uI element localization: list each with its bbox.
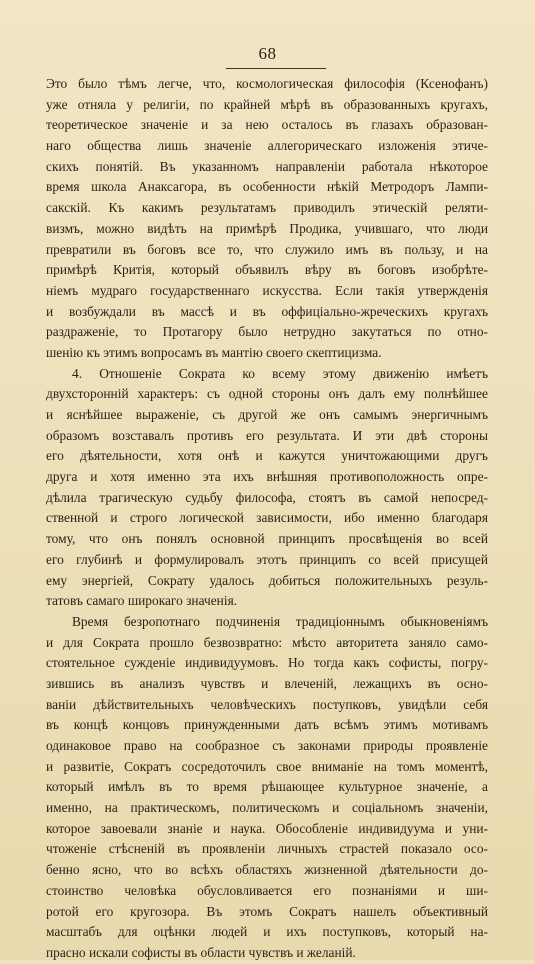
text-line: татовъ самаго широкаго значенія. bbox=[46, 593, 238, 609]
text-line: зившись въ анализъ чувствъ и влеченій, лежащихъ въ осно- bbox=[46, 675, 488, 691]
text-line: 4. Отношеніе Сократа ко всему этому движенію имѣетъ bbox=[72, 365, 488, 381]
text-line: ему энергіей, Сократу удалось добиться положительныхъ резуль- bbox=[46, 572, 488, 588]
text-line: именно, на практическомъ, политическомъ и соціальномъ значеніи, bbox=[46, 800, 488, 816]
paragraph bbox=[46, 612, 488, 964]
text-line: скихъ понятій. Въ указанномъ направленіи работала нѣкоторое bbox=[46, 158, 488, 174]
text-line: уже отняла у религіи, по крайней мѣрѣ въ образованныхъ кругахъ, bbox=[46, 96, 488, 112]
text-line: и яснѣйшее выраженіе, съ другой же онъ самымъ энергичнымъ bbox=[46, 407, 488, 422]
text-line: тому, что онъ понялъ основной принципъ просвѣщенія во всей bbox=[46, 531, 488, 547]
text-line: сакскій. Къ какимъ результатамъ приводилъ этическій реляти- bbox=[46, 200, 488, 216]
text-line: стоинство человѣка обусловливается его познаніями и ши- bbox=[46, 882, 488, 898]
text-line: прасно искали софисты въ области чувствъ и желаній. bbox=[46, 944, 356, 960]
text-line: превратили въ боговъ все то, что служило имъ въ пользу, и на bbox=[46, 241, 488, 257]
text-line: ніемъ мудраго государственнаго искусства. Если такія утвержденія bbox=[46, 282, 488, 298]
text-line: и для Сократа прошло безвозвратно: мѣсто авторитета заняло само- bbox=[46, 634, 488, 650]
text-line: ротой его кругозора. Въ этомъ Сократъ нашелъ объективный bbox=[46, 903, 488, 919]
text-line: стоятельное сужденіе индивидуумовъ. Но тогда какъ софисты, погру- bbox=[46, 655, 488, 671]
text-line: чтоженіе стѣсненій въ проявленіи личныхъ страстей показало осо- bbox=[46, 841, 488, 857]
text-line: шенію къ этимъ вопросамъ въ мантію своего скептицизма. bbox=[46, 344, 382, 360]
text-line: его дѣятельности, хотя онѣ и кажутся уничтожающими другъ bbox=[46, 448, 488, 464]
text-line: дѣлила трагическую судьбу философа, стоятъ въ самой непосред- bbox=[46, 489, 488, 505]
header-rule bbox=[226, 68, 326, 69]
text-line: раздраженіе, то Протагору было нетрудно закутаться по отно- bbox=[46, 324, 488, 340]
text-line: и возбуждали въ массѣ и въ оффиціально-жреческихъ кругахъ bbox=[46, 303, 488, 319]
page-number: 68 bbox=[258, 44, 277, 63]
body-text bbox=[46, 74, 488, 964]
text-line: бенно ясно, что во всѣхъ областяхъ жизненной дѣятельности до- bbox=[46, 862, 488, 878]
text-line: Это было тѣмъ легче, что, космологическая философія (Ксенофанъ) bbox=[46, 76, 488, 91]
text-line: которое завоевали знаніе и наука. Обособленіе индивидуума и уни- bbox=[46, 820, 488, 836]
text-line: и развитіе, Сократъ сосредоточилъ свое вниманіе на томъ моментѣ, bbox=[46, 758, 488, 774]
text-line: наго общества лишь значеніе аллегорическаго изложенія этиче- bbox=[46, 138, 488, 154]
text-line: друга и хотя именно эта ихъ внѣшняя противоположность опре- bbox=[46, 469, 488, 485]
text-line: одинаковое право на сообразное съ законами природы проявленіе bbox=[46, 738, 488, 753]
text-line: двухсторонній характеръ: съ одной стороны онъ далъ ему полнѣйшее bbox=[46, 386, 488, 402]
text-line: который имѣлъ въ то время рѣшающее культурное значеніе, а bbox=[46, 779, 488, 795]
text-line: ваніи дѣйствительныхъ человѣческихъ поступковъ, увидѣли себя bbox=[46, 696, 488, 712]
text-line: масштабъ для оцѣнки людей и ихъ поступковъ, который на- bbox=[46, 924, 488, 940]
paragraph bbox=[46, 74, 488, 364]
text-line: теоретическое значеніе и за нею осталось въ глазахъ образован- bbox=[46, 117, 488, 133]
text-line: примѣрѣ Критія, который объявилъ вѣру въ боговъ изобрѣте- bbox=[46, 262, 488, 278]
text-line: его глубинѣ и формулировалъ этотъ принципъ со всей присущей bbox=[46, 551, 488, 567]
text-line: образомъ возставалъ противъ его результата. И эти двѣ стороны bbox=[46, 427, 488, 443]
paragraph bbox=[46, 364, 488, 612]
text-line: Время безропотнаго подчиненія традиціоннымъ обыкновеніямъ bbox=[72, 613, 488, 629]
text-line: визмъ, можно видѣть на примѣрѣ Продика, учившаго, что люди bbox=[46, 220, 488, 236]
text-line: время школа Анаксагора, въ особенности нѣкій Метродоръ Лампи- bbox=[46, 179, 488, 195]
text-line: въ концѣ концовъ принужденными дать всѣмъ этимъ мотивамъ bbox=[46, 717, 488, 733]
text-line: ственной и строго логической зависимости, ибо именно благодаря bbox=[46, 510, 488, 526]
